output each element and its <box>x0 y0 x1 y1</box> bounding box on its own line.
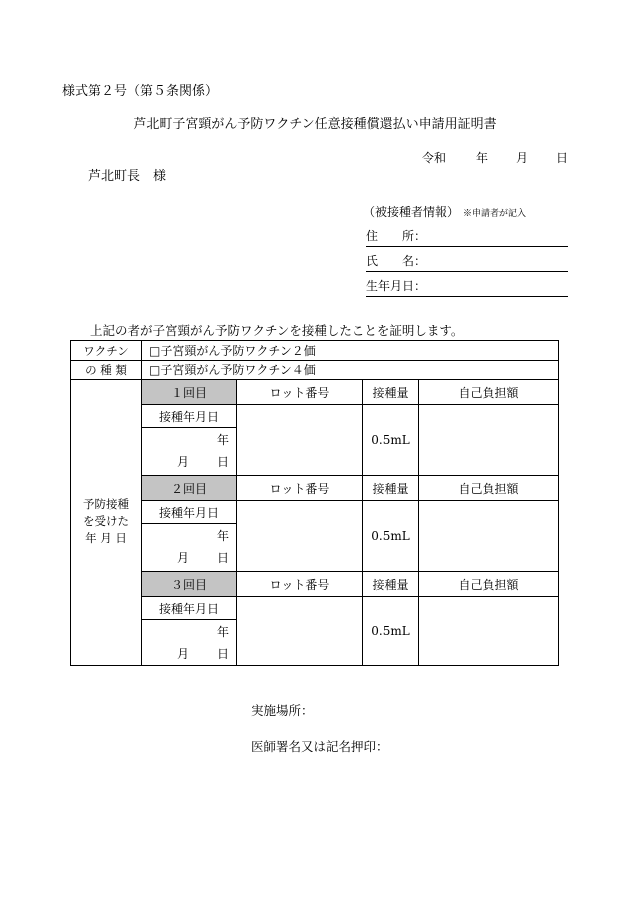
dose3-fee-input[interactable] <box>419 597 558 665</box>
certification-statement: 上記の者が子宮頸がん予防ワクチンを接種したことを証明します。 <box>90 323 464 338</box>
dose2-label: ２回目 <box>142 476 236 500</box>
vaccination-table <box>70 340 559 666</box>
dose1-lot-header: ロット番号 <box>269 385 330 400</box>
dose1-amount-header: 接種量 <box>372 385 409 400</box>
vaccine-type-label-line1: ワクチン <box>83 343 129 358</box>
dose3-amount: 0.5mL <box>371 624 410 638</box>
form-number: 様式第２号（第５条関係） <box>62 84 219 99</box>
dose1-amount: 0.5mL <box>371 433 410 447</box>
venue-label: 実施場所： <box>251 703 314 718</box>
vaccine-option-bivalent[interactable]: □子宮頸がん予防ワクチン２価 <box>149 344 316 358</box>
dose2-lot-header: ロット番号 <box>269 481 330 496</box>
birthdate-label: 生年月日： <box>366 279 427 293</box>
dose2-month: 月 <box>177 551 190 565</box>
dose1-date-label: 接種年月日 <box>158 409 219 424</box>
side-label-line3: 年 月 日 <box>85 530 127 545</box>
side-label-line1: 予防接種 <box>83 496 129 511</box>
dose2-amount: 0.5mL <box>371 529 410 543</box>
dose1-year: 年 <box>217 433 230 447</box>
dose2-amount-header: 接種量 <box>372 481 409 496</box>
date-year: 年 <box>476 151 489 165</box>
dose3-year: 年 <box>217 625 230 639</box>
dose3-day: 日 <box>217 647 230 661</box>
dose1-fee-header: 自己負担額 <box>458 385 519 400</box>
name-label: 氏 名： <box>366 254 427 268</box>
date-day: 日 <box>556 151 569 165</box>
dose3-date-label: 接種年月日 <box>158 601 219 616</box>
dose3-lot-header: ロット番号 <box>269 577 330 592</box>
dose3-amount-header: 接種量 <box>372 577 409 592</box>
doctor-signature-label: 医師署名又は記名押印： <box>251 739 389 754</box>
birthdate-field[interactable] <box>366 277 568 297</box>
dose1-day: 日 <box>217 455 230 469</box>
recipient-info-note: ※申請者が記入 <box>463 209 527 219</box>
dose3-fee-header: 自己負担額 <box>458 577 519 592</box>
dose2-day: 日 <box>217 551 230 565</box>
date-month: 月 <box>516 151 529 165</box>
vaccination-date-side-label <box>71 491 141 551</box>
side-label-line2: を受けた <box>83 513 129 528</box>
dose3-label: ３回目 <box>142 572 236 596</box>
dose1-month: 月 <box>177 455 190 469</box>
dose3-month: 月 <box>177 647 190 661</box>
dose3-lot-input[interactable] <box>237 597 362 665</box>
address-label: 住 所： <box>366 229 427 243</box>
dose2-lot-input[interactable] <box>237 501 362 571</box>
recipient-info-title: （被接種者情報） <box>363 205 460 219</box>
dose2-fee-header: 自己負担額 <box>458 481 519 496</box>
dose1-fee-input[interactable] <box>419 405 558 475</box>
dose1-label: １回目 <box>142 380 236 404</box>
vaccine-type-label-line2: の 種 類 <box>85 362 127 377</box>
recipient-info-heading <box>363 203 526 220</box>
dose2-year: 年 <box>217 529 230 543</box>
vaccine-option-quadrivalent[interactable]: □子宮頸がん予防ワクチン４価 <box>149 363 316 377</box>
dose2-date-label: 接種年月日 <box>158 505 219 520</box>
dose1-lot-input[interactable] <box>237 405 362 475</box>
addressee: 芦北町長 様 <box>88 169 167 184</box>
address-field[interactable] <box>366 227 568 247</box>
date-era: 令和 <box>422 151 447 165</box>
page-title: 芦北町子宮頸がん予防ワクチン任意接種償還払い申請用証明書 <box>133 117 497 132</box>
name-field[interactable] <box>366 252 568 272</box>
dose2-fee-input[interactable] <box>419 501 558 571</box>
